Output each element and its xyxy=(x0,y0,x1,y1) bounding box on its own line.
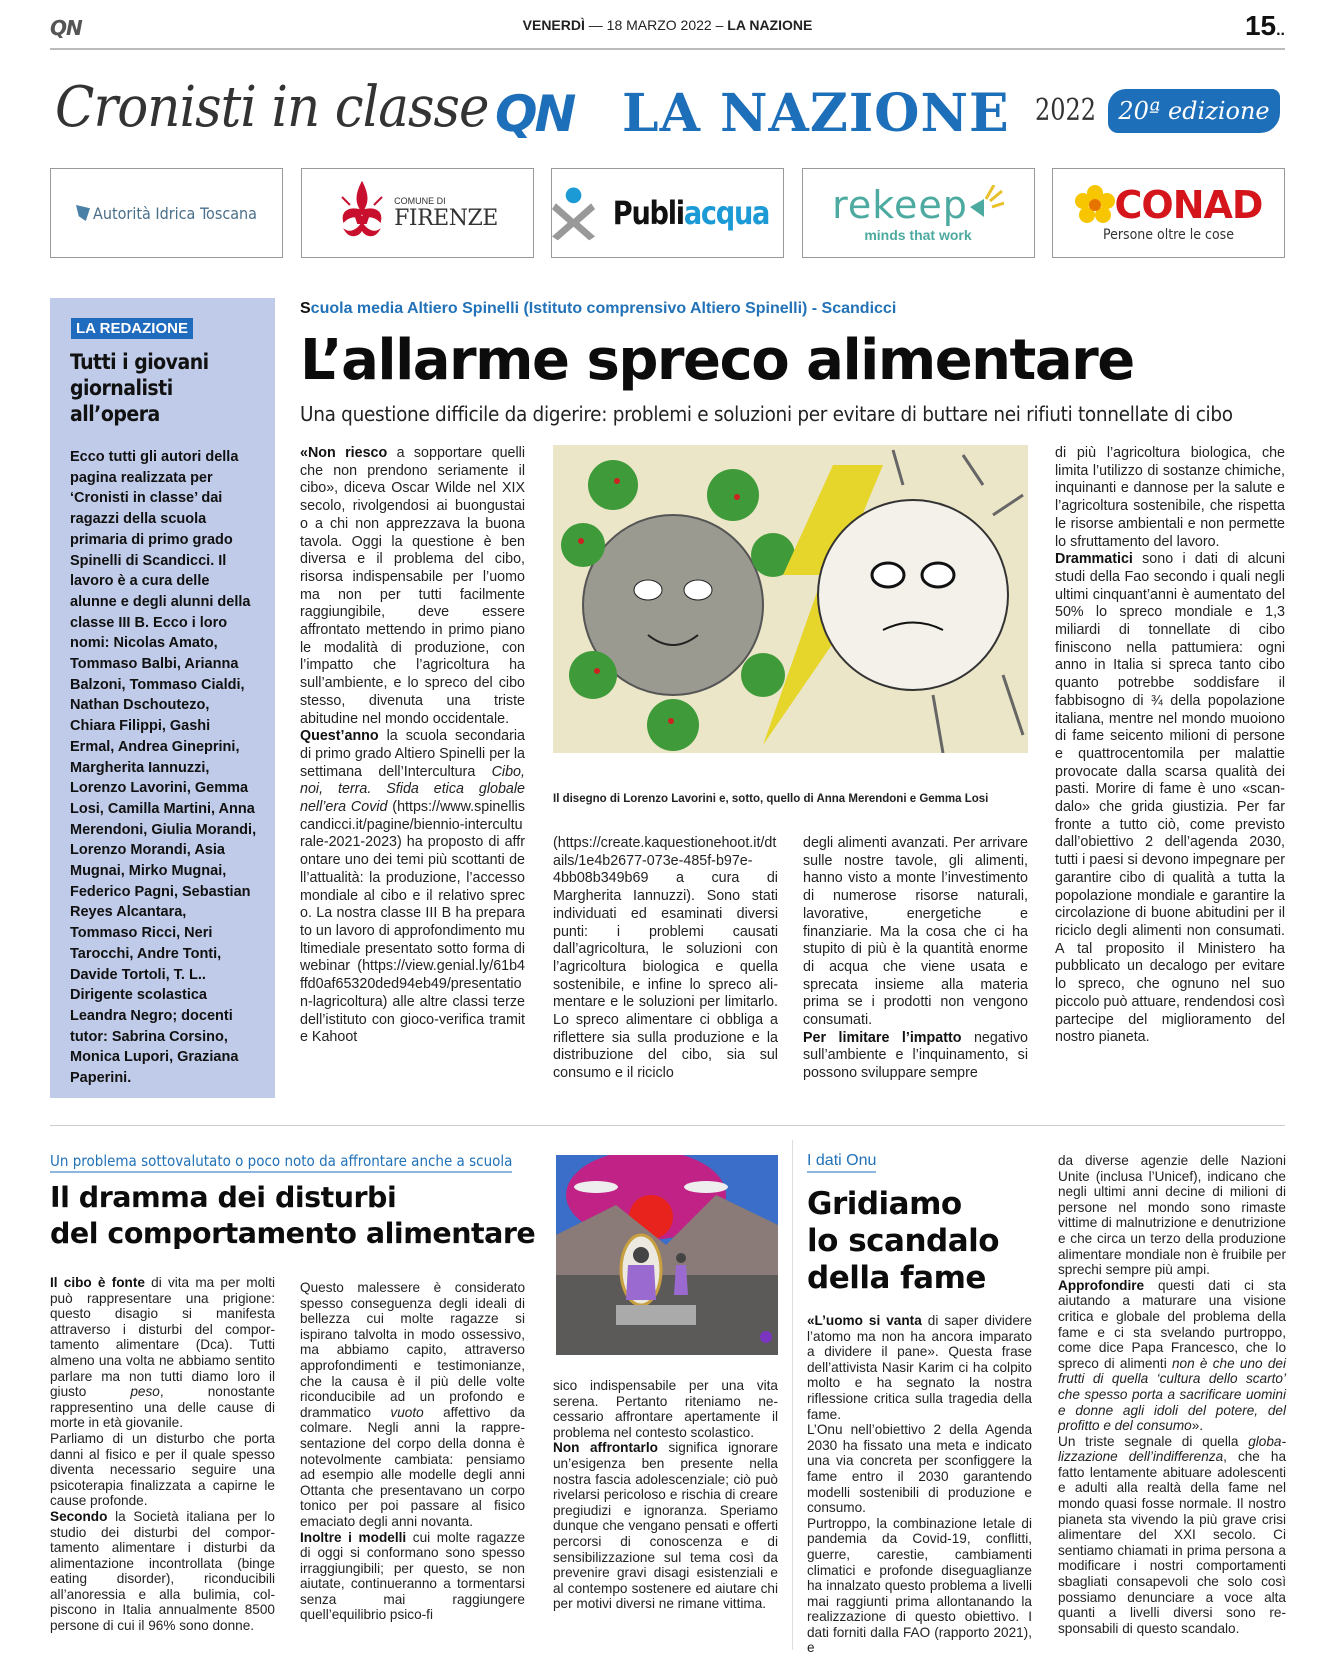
masthead xyxy=(50,75,1285,155)
masthead-title: Cronisti in classe xyxy=(55,75,489,140)
drawing-lavorini xyxy=(553,445,1028,753)
lead-in: Approfondire xyxy=(1058,1277,1145,1293)
tuscany-map-icon xyxy=(76,205,90,221)
paragraph-text: Un triste segnale di quella xyxy=(1058,1433,1249,1449)
italic-title: Cibo, noi, terra. Sfida etica globale nell’era Covid xyxy=(300,763,525,816)
headline-line: del comportamento alimentare xyxy=(50,1217,536,1250)
kicker-text: cuola media Altiero Spinelli (Istituto comprensivo Altiero Spinelli) - Scandicci xyxy=(310,300,897,317)
paragraph-text: negativo sull’ambiente e l’inquinamento, si possono sviluppare sempre xyxy=(803,1029,1028,1082)
headline-line: lo scandalo xyxy=(807,1223,1000,1259)
dca-headline xyxy=(50,1180,535,1252)
redazione-title: Tutti i giovani giornalisti all’opera xyxy=(70,350,209,426)
onu-column-1 xyxy=(807,1313,1032,1656)
paragraph-text: a sopportare quelli che non prendono seriamente il cibo», diceva Oscar Wilde nel XIX secolo, rivolgendosi ai buongustai o a chi non apprezzava la buona tavola. Oggi la questione è ben diversa e il problema del cibo, risorsa indispensabile per l’uomo ma non per tutti facilmente raggiungibile, deve essere affrontato mettendo in primo piano le modalità di produzione, con l’impatto che l’agricoltura ha sull’ambiente, e lo spreco del cibo stesso, divenuta una triste abitudine nel mondo occidentale. xyxy=(300,445,525,727)
page-header xyxy=(50,10,1285,40)
paragraph-text: sono i dati di alcuni studi della Fao secondo i quali negli ultimi cinquant’anni è aumentato del 50% lo spreco mondiale e 1,3 miliardi di tonnellate di cibo finiscono nella pattumiera: ogni anno in Italia si spreca tanto cibo quanto potrebbe soddisfare il fabbisogno di ¾ della popolazione italiana, mentre nel mondo muoiono di fame seicento milioni di persone e quattrocentomila per malattie provocate dalla scarsa qualità dei pasti. Morire di fame è uno «scandalo» che grida giustizia. Per far fronte a tutto ciò, come previsto dall’obiettivo 2 dell’agenda 2030, tutti i paesi si devono impegnare per garantire cibo di qualità a tutta la popolazione mondiale e garantire la circolazione di buone abitudini per il riciclo degli alimenti non consumati. A tal proposito il Ministero ha pubblicato un decalogo per evitare lo spreco, che ognuno nel suo piccolo può attuare, rendendosi così partecipe del miglioramento del nostro pianeta. xyxy=(1055,551,1285,1046)
sponsor-name-part1: Publi xyxy=(612,194,684,232)
qn-logo: QN xyxy=(495,85,574,143)
la-nazione-logo: LA NAZIONE xyxy=(622,83,1010,144)
paragraph-text: ». xyxy=(1191,1418,1204,1434)
lead-in: Il cibo è fonte xyxy=(50,1275,145,1290)
lead-in: Per limitare l’impatto xyxy=(803,1029,962,1046)
column-divider xyxy=(792,1140,793,1650)
paragraph-text: di vita ma per molti può rappresentare una prigione: questo disagio si manifesta attraverso i disturbi del comportamento alimentare (Dca). Tutti almeno una volta ne abbiamo sentito parlare ma non tutti diamo loro il giusto xyxy=(50,1275,275,1400)
paragraph: di più l’agricoltura biologica, che limita l’utilizzo di sostanze chimiche, inquinanti e dannose per la salute e l’agricoltura sostenibile, che rispetta le risorse ambientali e non permette lo sfruttamento del lavoro. xyxy=(1055,445,1285,550)
lead-in: Quest’anno xyxy=(300,728,379,745)
paragraph xyxy=(553,1440,778,1612)
rekeep-sun-icon xyxy=(968,185,1004,225)
publiacqua-figure-icon xyxy=(552,185,595,241)
italic-word: peso xyxy=(130,1384,160,1400)
paragraph: Purtroppo, la combinazione letale di pandemia da Covid-19, conflitti, guerre, carestie, cambiamenti climatici e profonde diseguaglianze ha innalzato questo problema a livelli mai raggiunti prima allontanando la realizzazione di questo obiettivo. I dati forniti dalla FAO (rapporto 2021), e xyxy=(807,1515,1032,1656)
qn-logo-small: QN xyxy=(50,16,82,40)
lead-in: «L’uomo si vanta xyxy=(807,1313,922,1328)
dca-column-1 xyxy=(50,1275,275,1634)
paragraph xyxy=(300,1530,525,1624)
drawing-merendoni-losi xyxy=(556,1155,778,1355)
main-article-column-1 xyxy=(300,445,525,1047)
paragraph-text: Questo malessere è considerato spesso conseguenza degli ideali di bellezza cui molte ragazze si ispirano talvolta in modo ossessivo, ma abbiamo capito, attraverso approfondimenti e testimonianze, che la causa è il più delle volte riconducibile ad un profondo e drammatico xyxy=(300,1280,525,1420)
lead-in: Non affrontarlo xyxy=(553,1440,658,1456)
headline-line: Il dramma dei disturbi xyxy=(50,1181,397,1214)
photo-caption: Il disegno di Lorenzo Lavorini e, sotto, quello di Anna Merendoni e Gemma Losi xyxy=(553,793,989,805)
page-number-value: 15 xyxy=(1244,10,1277,41)
paragraph xyxy=(50,1275,275,1431)
dca-kicker: Un problema sottovalutato o poco noto da affrontare anche a scuola xyxy=(50,1152,512,1173)
paragraph-text: , che ha fatto lentamente abituare adolescenti e adulti alla realtà della fame nel mondo quasi fosse normale. Il nostro pianeta sta vivendo la più grave crisi alimentare del XXI secolo. Ci sentiamo chiamati in prima persona a modificare i nostri comportamenti sbagliati consapevoli che solo così possiamo denunciare a voce alta quanti a livelli diversi sono responsabili di questo scandalo. xyxy=(1058,1449,1286,1636)
sponsor-name: CONAD xyxy=(1114,183,1263,227)
dateline-date: 18 MARZO 2022 xyxy=(606,17,712,33)
paragraph xyxy=(300,728,525,1047)
redazione-body: Ecco tutti gli autori della pagina realizzata per ‘Cronisti in classe’ dai ragazzi della scuola primaria di primo grado Spinelli di Scandicci. Il lavoro è a cura delle alunne e degli alunni della classe III B. Ecco i loro nomi: Nicolas Amato, Tommaso Balbi, Arianna Balzoni, Tommaso Cialdi, Nathan Dschoutezo, Chiara Filippi, Gashi Ermal, Andrea Gineprini, Margherita Iannuzzi, Lorenzo Lavorini, Gemma Losi, Camilla Martini, Anna Merendoni, Giulia Morandi, Lorenzo Morandi, Asia Mugnai, Mirko Mugnai, Federico Pagni, Sebastian Reyes Alcantara, Tommaso Ricci, Neri Tarocchi, Andre Tonti, Davide Tortoli, T. L.. Dirigente scolastica Leandra Negro; docenti tutor: Sabrina Corsino, Monica Lupori, Graziana Paperini. xyxy=(70,449,257,1087)
paragraph xyxy=(50,1509,275,1634)
sponsor-prefix: COMUNE DI xyxy=(394,195,446,206)
main-headline: L’allarme spreco alimentare xyxy=(300,328,1134,393)
paragraph: da diverse agenzie delle Nazioni Unite (inclusa l’Unicef), indicano che negli ultimi anni decine di milioni di persone nel mondo sono rimaste vittime di malnutrizione e denutrizione e che circa un terzo della produzione alimentare mondiale non è fruibile per sprechi sempre più ampi. xyxy=(1058,1153,1286,1278)
lead-in: Secondo xyxy=(50,1508,108,1524)
main-subhead: Una questione difficile da digerire: problemi e soluzioni per evitare di buttare nei rifiuti tonnellate di cibo xyxy=(300,402,1233,426)
main-article-column-3 xyxy=(803,835,1028,1083)
lead-in: «Non riesco xyxy=(300,445,388,461)
masthead-year: 2022 xyxy=(1035,93,1097,128)
sponsor-publiacqua xyxy=(551,168,784,258)
conad-flower-icon xyxy=(1075,185,1115,225)
paragraph xyxy=(1058,1278,1286,1434)
paragraph-text: di saper dividere l’atomo ma non ha ancora imparato a dividere il pane». Questa frase dell’attivista Nasir Karim ci ha colpito molto e ha segnato la nostra riflessione critica sulla tragedia della fame. xyxy=(807,1313,1032,1422)
redazione-sidebar xyxy=(50,298,275,1098)
paragraph-text: significa ignorare un’esigenza ben presente nella nostra fascia adolescenziale; ciò può rivelarsi pericoloso e rischia di creare pregiudizi e ignoranza. Speriamo dunque che vengano pensati e offerti percorsi di conoscenza e di sensibilizzazione sul tema così da prevenire gravi disagi esistenziali e al contempo sostenere ed aiutare chi per motivi diversi ne rimane vittima. xyxy=(553,1440,778,1612)
paragraph-text: , nonostante rappresentino una delle cause di morte in età giovanile. xyxy=(50,1384,275,1431)
paragraph xyxy=(1058,1434,1286,1637)
redazione-tag: LA REDAZIONE xyxy=(71,318,193,339)
lead-in: Drammatici xyxy=(1055,551,1133,568)
paragraph: (https://create.kaquestionehoot.it/dtails/1e4b2677-073e-485f-b97e-4bb08b349b69 a cura di Margherita Iannuzzi). Sono stati individuati ed esaminati diversi punti: i problemi causati dall’agricoltura, le soluzioni con l’agricoltura biologica e quella sostenibile, e infine lo spreco alimentare e le soluzioni per limitarlo. Lo spreco alimentare ci obbliga a riflettere sia sulla produzione e la distribuzione del cibo, sia sul consumo e il riciclo xyxy=(553,835,778,1082)
paragraph: Parliamo di un disturbo che porta danni al fisico e per il quale spesso diventa necessario seguire una psicoterapia finalizzata a capirne le cause profonde. xyxy=(50,1430,275,1509)
paragraph xyxy=(300,445,525,728)
sponsor-name-part2: acqua xyxy=(683,194,770,232)
dateline-sep: – xyxy=(711,17,728,33)
paragraph: L’Onu nell’obiettivo 2 della Agenda 2030 ha fissato una meta e indicato una via concreta per sconfiggere la fame entro il 2030 garantendo modelli sostenibili di produzione e consumo. xyxy=(807,1422,1032,1516)
drawing-planets-illustration xyxy=(553,445,1028,753)
sponsor-autorita-idrica xyxy=(50,168,283,258)
headline-line: Gridiamo xyxy=(807,1186,962,1222)
onu-kicker: I dati Onu xyxy=(807,1152,876,1173)
page-number: 15.. xyxy=(1244,10,1285,41)
sponsor-tagline: minds that work xyxy=(864,227,972,243)
kicker-initial: S xyxy=(300,300,311,317)
main-article-column-4 xyxy=(1055,445,1285,1047)
drawing-mirror-illustration xyxy=(556,1155,778,1355)
dateline-sep: — xyxy=(584,17,607,33)
lead-in: Inoltre i modelli xyxy=(300,1529,407,1545)
paragraph-text: (https://www.spinelliscandicci.it/pagine/biennio-interculturale-2021-2023) ha proposto di affrontare uno dei temi più scottanti dell’attualità: la produzione, l’accesso mondiale al cibo e il relativo spreco. La nostra classe III B ha preparato un lavoro di approfondimento multimediale presentato sotto forma di webinar (https://view.genial.ly/61b4ffd0af65320ded94eb49/presentation-lagricoltura) alle altre classi terze dell’istituto con gioco-verifica tramite Kahoot xyxy=(300,799,525,1046)
headline-line: della fame xyxy=(807,1260,986,1296)
paragraph: sico indispensabile per una vita serena. Pertanto riteniamo necessario affrontare apertamente il problema nel contesto scolastico. xyxy=(553,1378,778,1440)
sponsor-tagline: Persone oltre le cose xyxy=(1103,227,1234,243)
dateline xyxy=(50,17,1285,33)
dca-column-3 xyxy=(553,1378,778,1612)
paragraph-text: la scuola secondaria di primo grado Altiero Spinelli per la settimana dell’Intercultura xyxy=(300,728,525,780)
italic-phrase: globalizzazione dell’indifferenza xyxy=(1058,1433,1286,1465)
paragraph-text: affettivo da colmare. Negli anni la rappresentazione del corpo della donna è notevolmente cambiata: pensiamo ad esempio alle modelle degli anni Ottanta che presentavano un corpo tonico per poi passare al fisico emaciato degli anni novanta. xyxy=(300,1404,525,1529)
paragraph xyxy=(300,1280,525,1530)
paragraph-text: cui molte ragazze di oggi si conformano sono spesso irraggiungibili; per questo, se non aiutate, continueranno a tormentarsi senza mai raggiungere quell’equilibrio psico-fi xyxy=(300,1529,526,1623)
edition-badge: 20ª edizione xyxy=(1108,89,1280,133)
section-divider xyxy=(50,1125,1285,1126)
paragraph-text: la Società italiana per lo studio dei disturbi del comportamento alimentare i disturbi da alimentazione incontrollata (binge eating disorder), riconducibili all’anoressia e alla bulimia, colpiscono in Italia annualmente 8500 persone di cui il 96% sono donne. xyxy=(50,1508,275,1634)
header-rule xyxy=(50,48,1285,50)
paragraph xyxy=(803,1030,1028,1083)
paragraph: degli alimenti avanzati. Per arrivare sulle nostre tavole, gli alimenti, hanno visto a monte l’investimento di numerose risorse naturali, lavorative, energetiche e finanziarie. Ma la cosa che ci ha stupito di più è la quantità enorme di acqua che viene usata e sprecata insieme alla materia prima se i prodotti non vengono consumati. xyxy=(803,835,1028,1029)
sponsor-name: rekeep xyxy=(832,183,968,227)
dca-column-2 xyxy=(300,1280,525,1623)
onu-column-2 xyxy=(1058,1153,1286,1636)
main-article-kicker xyxy=(300,300,896,318)
paragraph-text: questi dati ci sta aiutando a maturare una visione critica e globale del problema della fame e ci sta svelando purtroppo, come dice Papa Francesco, che lo spreco di alimenti xyxy=(1058,1277,1286,1371)
sponsor-name: FIRENZE xyxy=(394,205,498,231)
italic-quote: non è che uno dei frutti di quella ‘cultura dello scarto’ che spesso porta a sacrificare uomini e donne agli idoli del potere, del profitto e del consumo xyxy=(1058,1355,1286,1434)
sponsor-name: Autorità Idrica Toscana xyxy=(92,203,257,223)
dateline-day: VENERDÌ xyxy=(522,17,585,33)
sponsor-rekeep xyxy=(802,168,1035,258)
onu-headline xyxy=(807,1186,999,1297)
paragraph xyxy=(807,1313,1032,1422)
sponsor-conad xyxy=(1052,168,1285,258)
dateline-paper: LA NAZIONE xyxy=(727,17,813,33)
sponsor-strip xyxy=(50,168,1285,258)
sponsor-comune-firenze xyxy=(301,168,534,258)
italic-word: vuoto xyxy=(390,1404,424,1420)
main-article-column-2 xyxy=(553,835,778,1083)
florence-lily-icon xyxy=(336,181,388,245)
paragraph xyxy=(1055,551,1285,1047)
